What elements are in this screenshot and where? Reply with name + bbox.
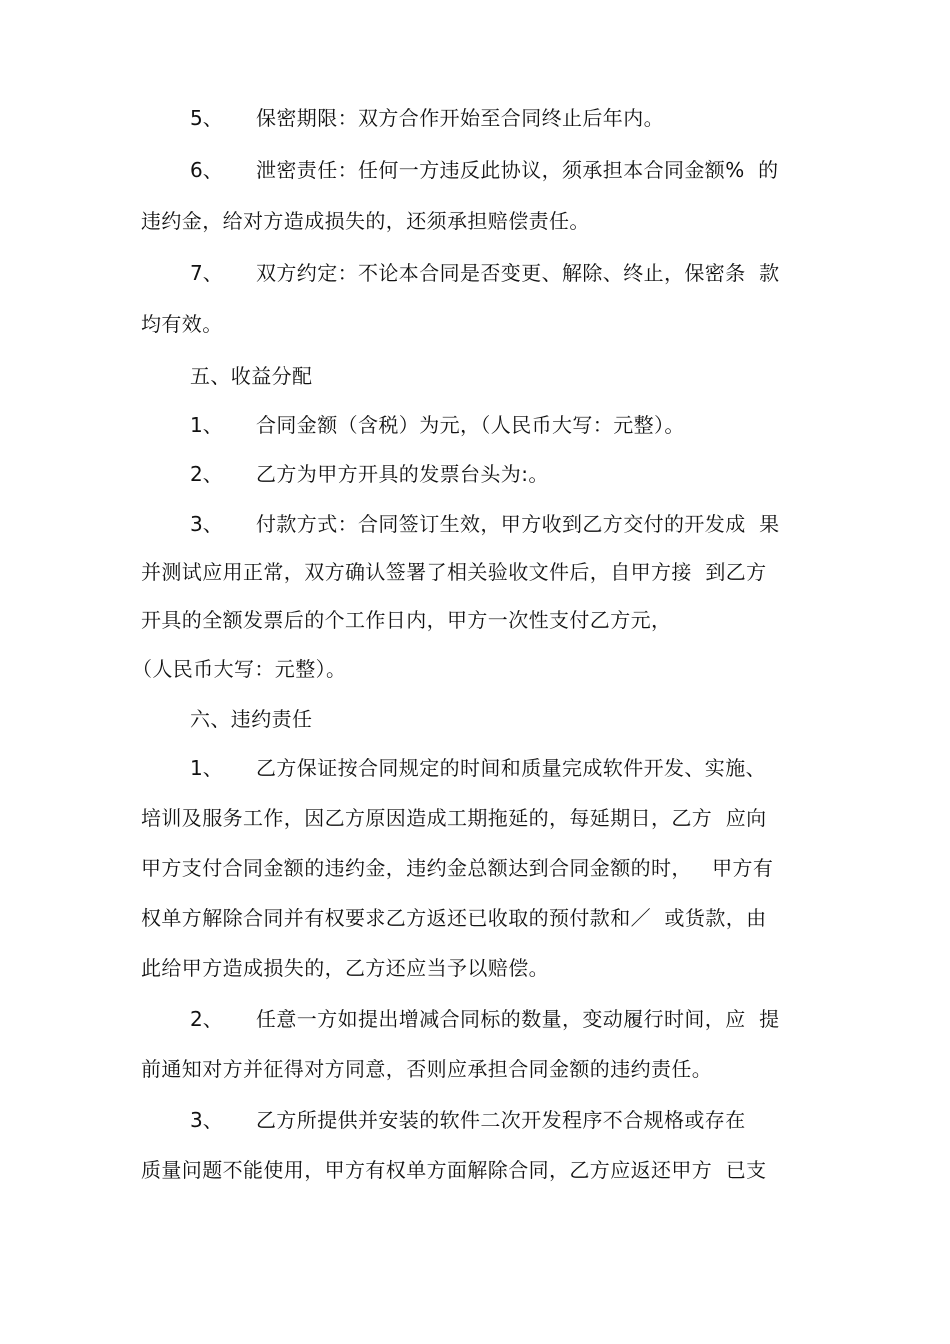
section-heading: 五、收益分配	[190, 364, 313, 388]
text-line: 乙方所提供并安装的软件二次开发程序不合规格或存在	[256, 1108, 746, 1132]
item-number: 1、	[190, 756, 223, 780]
text-line: 双方约定：不论本合同是否变更、解除、终止，保密条 款	[256, 261, 780, 285]
item-number: 2、	[190, 462, 223, 486]
text-line: （人民币大写：元整）。	[132, 657, 347, 681]
text-line: 甲方支付合同金额的违约金，违约金总额达到合同金额的时， 甲方有	[141, 856, 774, 880]
item-number: 1、	[190, 413, 223, 437]
text-line: 并测试应用正常，双方确认签署了相关验收文件后，自甲方接 到乙方	[141, 560, 767, 584]
text-line: 乙方为甲方开具的发票台头为:。	[256, 462, 549, 486]
text-line: 前通知对方并征得对方同意，否则应承担合同金额的违约责任。	[141, 1057, 713, 1081]
text-line: 保密期限：双方合作开始至合同终止后年内。	[256, 106, 664, 130]
item-number: 6、	[190, 158, 223, 182]
text-line: 均有效。	[141, 312, 223, 336]
item-number: 5、	[190, 106, 223, 130]
item-number: 7、	[190, 261, 223, 285]
text-line: 质量问题不能使用，甲方有权单方面解除合同，乙方应返还甲方 已支	[141, 1158, 767, 1182]
text-line: 开具的全额发票后的个工作日内，甲方一次性支付乙方元，	[141, 608, 672, 632]
section-heading: 六、违约责任	[190, 707, 313, 731]
item-number: 3、	[190, 1108, 223, 1132]
text-line: 权单方解除合同并有权要求乙方返还已收取的预付款和／ 或货款，由	[141, 906, 767, 930]
text-line: 违约金，给对方造成损失的，还须承担赔偿责任。	[141, 209, 590, 233]
text-line: 乙方保证按合同规定的时间和质量完成软件开发、实施、	[256, 756, 766, 780]
text-line: 培训及服务工作，因乙方原因造成工期拖延的，每延期日，乙方 应向	[141, 806, 767, 830]
text-line: 付款方式：合同签订生效，甲方收到乙方交付的开发成 果	[256, 512, 780, 536]
item-number: 2、	[190, 1007, 223, 1031]
text-line: 此给甲方造成损失的，乙方还应当予以赔偿。	[141, 956, 549, 980]
item-number: 3、	[190, 512, 223, 536]
text-line: 任意一方如提出增减合同标的数量，变动履行时间，应 提	[256, 1007, 780, 1031]
text-line: 泄密责任：任何一方违反此协议，须承担本合同金额% 的	[256, 158, 779, 182]
text-line: 合同金额（含税）为元，（人民币大写：元整）。	[256, 413, 685, 437]
